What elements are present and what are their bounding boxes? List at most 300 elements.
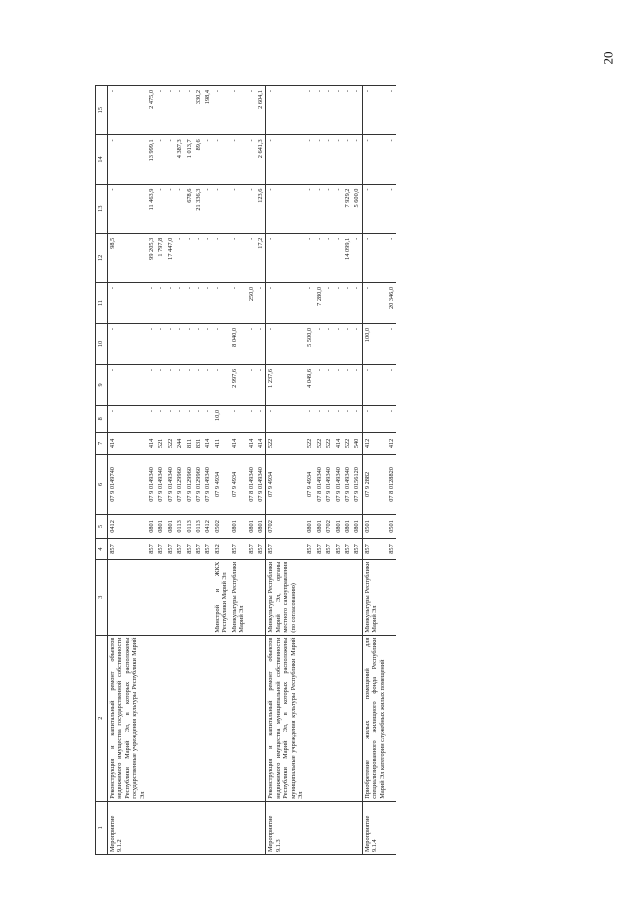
column-header: 11 (96, 282, 108, 323)
table-row (266, 86, 306, 855)
column-header: 14 (96, 135, 108, 184)
table-cell: - (108, 282, 148, 323)
table-cell (343, 801, 352, 854)
table-row (256, 86, 266, 855)
table-cell: - (387, 323, 396, 364)
table-cell: - (203, 233, 212, 282)
table-cell: - (305, 184, 314, 233)
table-cell: Реконструкция и капитальный ремонт объектов недвижимого имущества муниципальной собственности Республики Марий Эл, в которых расположены муниципальные учреждения культуры Республики Марий Эл (266, 635, 306, 801)
table-cell: - (387, 86, 396, 135)
table-cell: 857 (266, 539, 306, 560)
table-cell: Минкультуры Республики Марий Эл (230, 559, 247, 635)
table-cell: - (362, 364, 387, 405)
table-cell: - (185, 405, 194, 432)
table-cell: - (156, 405, 165, 432)
table-cell: - (352, 86, 362, 135)
table-cell: 0801 (352, 514, 362, 539)
table-cell: 100,0 (362, 323, 387, 364)
table-body (108, 86, 397, 855)
column-header: 13 (96, 184, 108, 233)
program-table (95, 85, 396, 855)
table-cell: - (203, 282, 212, 323)
table-cell: - (343, 405, 352, 432)
table-cell (247, 801, 256, 854)
table-cell (352, 635, 362, 801)
table-cell: - (203, 135, 212, 184)
table-cell: - (256, 364, 266, 405)
table-cell: 99 205,3 (147, 233, 156, 282)
table-cell: - (175, 184, 184, 233)
table-cell: - (247, 184, 256, 233)
table-cell: 414 (256, 432, 266, 455)
table-cell: - (334, 323, 343, 364)
column-header: 4 (96, 539, 108, 560)
table-cell: 857 (203, 539, 212, 560)
table-cell (166, 559, 175, 635)
program-table-sheet (95, 85, 525, 855)
table-cell (213, 635, 230, 801)
table-cell: - (185, 364, 194, 405)
table-cell: - (156, 323, 165, 364)
table-cell (247, 559, 256, 635)
column-header: 7 (96, 432, 108, 455)
table-cell: 0113 (185, 514, 194, 539)
table-cell: - (175, 323, 184, 364)
table-cell: - (315, 323, 324, 364)
table-cell: 0113 (194, 514, 203, 539)
table-cell: - (305, 405, 314, 432)
table-cell (230, 801, 247, 854)
table-cell: Мероприятие 9.1.2 (108, 801, 148, 854)
table-cell: - (343, 364, 352, 405)
table-cell (156, 559, 165, 635)
table-cell: 857 (334, 539, 343, 560)
table-cell: - (230, 184, 247, 233)
table-cell (334, 635, 343, 801)
table-cell: - (194, 405, 203, 432)
table-cell: 123,6 (256, 184, 266, 233)
table-cell: 07 9 4934 (213, 455, 230, 514)
table-cell: 0113 (175, 514, 184, 539)
table-cell: - (324, 405, 333, 432)
table-cell: - (362, 86, 387, 135)
table-cell: - (256, 282, 266, 323)
table-cell: 0801 (343, 514, 352, 539)
table-cell (343, 635, 352, 801)
table-cell: - (194, 323, 203, 364)
table-cell: - (185, 282, 194, 323)
table-cell: - (362, 135, 387, 184)
table-row (334, 86, 343, 855)
table-cell: - (230, 282, 247, 323)
table-cell: 522 (343, 432, 352, 455)
table-cell: Минкультуры Республики Марий Эл (362, 559, 387, 635)
table-cell: - (352, 135, 362, 184)
table-cell (147, 801, 156, 854)
table-cell: 4 049,6 (305, 364, 314, 405)
table-cell: - (230, 233, 247, 282)
table-cell (203, 801, 212, 854)
table-cell: 2 604,1 (256, 86, 266, 135)
table-cell: 0801 (305, 514, 314, 539)
table-cell (203, 559, 212, 635)
table-cell (387, 801, 396, 854)
table-cell (305, 635, 314, 801)
table-cell: - (266, 405, 306, 432)
table-cell: 0501 (387, 514, 396, 539)
table-cell: - (166, 323, 175, 364)
table-cell: - (147, 323, 156, 364)
table-cell: 0502 (213, 514, 230, 539)
table-cell: - (185, 86, 194, 135)
table-cell: 857 (194, 539, 203, 560)
table-cell: 1 013,7 (185, 135, 194, 184)
table-cell: 13 999,1 (147, 135, 156, 184)
table-cell (194, 801, 203, 854)
table-row (185, 86, 194, 855)
table-cell (147, 635, 156, 801)
table-cell: - (247, 233, 256, 282)
table-cell: - (387, 405, 396, 432)
table-cell: 5 600,0 (352, 184, 362, 233)
table-cell (166, 635, 175, 801)
table-cell: - (343, 323, 352, 364)
table-cell: 0801 (256, 514, 266, 539)
table-cell: - (108, 323, 148, 364)
table-cell: 0801 (147, 514, 156, 539)
table-cell: 0501 (362, 514, 387, 539)
table-cell (324, 635, 333, 801)
table-cell: 07 9 0149340 (203, 455, 212, 514)
table-cell: - (324, 86, 333, 135)
table-cell (156, 801, 165, 854)
table-cell: 0412 (108, 514, 148, 539)
table-cell: - (343, 135, 352, 184)
table-cell: Приобретение жилых помещений для специализированного жилищного фонда Республики Марий Эл категории служебных жилых помещений (362, 635, 387, 801)
table-cell: - (247, 135, 256, 184)
table-cell: 07 9 0149340 (343, 455, 352, 514)
table-cell: 412 (362, 432, 387, 455)
table-cell: 07 8 0128820 (387, 455, 396, 514)
table-cell: 414 (203, 432, 212, 455)
table-cell (185, 559, 194, 635)
table-row (387, 86, 396, 855)
table-cell: - (334, 184, 343, 233)
table-cell: - (194, 233, 203, 282)
table-cell: - (185, 233, 194, 282)
table-cell: - (324, 323, 333, 364)
table-row (343, 86, 352, 855)
table-cell: - (175, 86, 184, 135)
table-cell: 250,0 (247, 282, 256, 323)
table-cell: - (315, 86, 324, 135)
table-cell: 07 9 0149340 (324, 455, 333, 514)
table-cell: 0801 (247, 514, 256, 539)
table-cell: Мероприятие 9.1.3 (266, 801, 306, 854)
table-cell (343, 559, 352, 635)
table-cell: - (147, 282, 156, 323)
table-cell: 857 (387, 539, 396, 560)
table-cell: - (362, 405, 387, 432)
table-cell: 857 (343, 539, 352, 560)
table-cell (256, 635, 266, 801)
table-cell: - (305, 233, 314, 282)
table-cell: - (266, 86, 306, 135)
table-cell: 0801 (334, 514, 343, 539)
table-cell: - (147, 405, 156, 432)
table-cell: - (166, 282, 175, 323)
table-cell (147, 559, 156, 635)
table-row (147, 86, 156, 855)
column-header: 3 (96, 559, 108, 635)
column-header: 9 (96, 364, 108, 405)
table-cell: - (156, 184, 165, 233)
table-cell: 412 (387, 432, 396, 455)
table-cell (194, 559, 203, 635)
table-cell: 857 (185, 539, 194, 560)
table-cell: 14 099,1 (343, 233, 352, 282)
table-cell: 07 8 0149340 (247, 455, 256, 514)
table-cell: - (387, 184, 396, 233)
table-cell: - (156, 364, 165, 405)
table-cell: Минстрой и ЖКХ Республики Марий Эл (213, 559, 230, 635)
table-cell: - (213, 184, 230, 233)
table-cell (387, 635, 396, 801)
table-cell: 857 (352, 539, 362, 560)
page-number: 20 (600, 51, 616, 65)
table-cell: - (213, 233, 230, 282)
table-cell: 07 8 0149340 (315, 455, 324, 514)
table-cell: - (247, 364, 256, 405)
table-cell: - (324, 233, 333, 282)
table-cell: - (175, 233, 184, 282)
table-row (156, 86, 165, 855)
table-cell: - (334, 364, 343, 405)
table-cell: 17,2 (256, 233, 266, 282)
table-cell: 832 (213, 539, 230, 560)
table-cell: - (175, 282, 184, 323)
table-row (213, 86, 230, 855)
table-cell: - (305, 135, 314, 184)
table-cell: - (156, 86, 165, 135)
table-cell: - (108, 184, 148, 233)
table-cell: - (175, 364, 184, 405)
table-cell: 1 237,6 (266, 364, 306, 405)
table-header-row (96, 86, 108, 855)
table-cell: - (362, 233, 387, 282)
table-cell (247, 635, 256, 801)
table-cell: 522 (266, 432, 306, 455)
table-row (324, 86, 333, 855)
table-cell: 857 (324, 539, 333, 560)
table-cell (315, 559, 324, 635)
table-cell: 857 (147, 539, 156, 560)
table-cell (175, 559, 184, 635)
table-cell: 857 (230, 539, 247, 560)
table-cell: - (334, 135, 343, 184)
table-row (203, 86, 212, 855)
table-cell: 2 475,0 (147, 86, 156, 135)
table-cell: 5 500,0 (305, 323, 314, 364)
table-cell: - (352, 405, 362, 432)
column-header: 2 (96, 635, 108, 801)
table-cell: 07 9 0129960 (175, 455, 184, 514)
table-cell: 89,6 (194, 135, 203, 184)
table-cell (352, 801, 362, 854)
table-cell (387, 559, 396, 635)
table-cell: - (194, 364, 203, 405)
table-cell: - (203, 405, 212, 432)
table-cell: 857 (175, 539, 184, 560)
table-cell: - (266, 323, 306, 364)
table-cell: 857 (156, 539, 165, 560)
table-cell: 522 (305, 432, 314, 455)
table-cell: - (315, 184, 324, 233)
table-cell: - (213, 323, 230, 364)
table-cell: 0412 (203, 514, 212, 539)
table-cell: - (324, 364, 333, 405)
table-row (175, 86, 184, 855)
table-cell: 857 (362, 539, 387, 560)
table-cell: 07 9 4934 (266, 455, 306, 514)
table-cell: 17 447,0 (166, 233, 175, 282)
table-cell: 831 (194, 432, 203, 455)
table-cell: 20 346,0 (387, 282, 396, 323)
table-cell: 414 (247, 432, 256, 455)
table-cell: 0801 (230, 514, 247, 539)
table-cell (315, 635, 324, 801)
table-cell: - (324, 135, 333, 184)
table-cell: - (175, 405, 184, 432)
table-cell: 857 (315, 539, 324, 560)
table-cell: 414 (230, 432, 247, 455)
table-cell: 98,5 (108, 233, 148, 282)
table-cell: 7 929,2 (343, 184, 352, 233)
table-cell: 811 (185, 432, 194, 455)
table-cell (185, 801, 194, 854)
table-row (315, 86, 324, 855)
table-cell (315, 801, 324, 854)
column-header: 10 (96, 323, 108, 364)
table-cell: - (166, 405, 175, 432)
table-cell: 07 9 0149340 (256, 455, 266, 514)
table-cell (305, 801, 314, 854)
table-cell: - (315, 135, 324, 184)
table-cell: 857 (256, 539, 266, 560)
table-cell: 522 (166, 432, 175, 455)
table-cell (334, 559, 343, 635)
table-cell: - (108, 86, 148, 135)
table-cell: - (352, 233, 362, 282)
table-row (247, 86, 256, 855)
table-cell: - (315, 364, 324, 405)
table-cell: 411 (213, 432, 230, 455)
table-cell: 07 9 2882 (362, 455, 387, 514)
table-cell: - (166, 184, 175, 233)
table-cell: 11 463,9 (147, 184, 156, 233)
table-cell: 522 (315, 432, 324, 455)
table-cell: 8 040,0 (230, 323, 247, 364)
table-cell: 07 9 4934 (230, 455, 247, 514)
table-cell: - (334, 282, 343, 323)
table-cell: 678,6 (185, 184, 194, 233)
table-cell: - (387, 364, 396, 405)
table-cell: 10,0 (213, 405, 230, 432)
table-cell (185, 635, 194, 801)
table-cell: - (247, 323, 256, 364)
table-cell (256, 801, 266, 854)
table-cell: 21 336,3 (194, 184, 203, 233)
table-cell: - (203, 184, 212, 233)
table-cell: - (266, 233, 306, 282)
table-cell: 0702 (324, 514, 333, 539)
table-cell: 4 387,3 (175, 135, 184, 184)
table-cell: - (387, 135, 396, 184)
table-cell: - (203, 323, 212, 364)
table-cell: - (324, 184, 333, 233)
table-cell: 07 9 0156120 (352, 455, 362, 514)
table-cell: - (185, 323, 194, 364)
table-cell: - (203, 364, 212, 405)
table-cell: - (362, 282, 387, 323)
table-cell: - (166, 135, 175, 184)
table-row (108, 86, 148, 855)
table-cell: 857 (305, 539, 314, 560)
table-cell: - (108, 364, 148, 405)
table-cell (203, 635, 212, 801)
table-cell: - (315, 233, 324, 282)
table-cell: - (213, 364, 230, 405)
table-cell: - (147, 364, 156, 405)
table-cell (213, 801, 230, 854)
table-cell: 2 997,6 (230, 364, 247, 405)
table-cell: - (156, 135, 165, 184)
table-cell: 07 9 0149340 (334, 455, 343, 514)
table-cell: 522 (324, 432, 333, 455)
table-cell: - (352, 282, 362, 323)
table-cell: Минкультуры Республики Марий Эл, органы местного самоуправления (по согласованию) (266, 559, 306, 635)
table-cell: - (324, 282, 333, 323)
table-cell: 857 (247, 539, 256, 560)
table-cell: - (266, 282, 306, 323)
table-cell: 07 9 0149340 (156, 455, 165, 514)
table-cell (194, 635, 203, 801)
table-cell (324, 559, 333, 635)
column-header: 6 (96, 455, 108, 514)
table-cell: - (194, 282, 203, 323)
column-header: 5 (96, 514, 108, 539)
table-cell: 0801 (166, 514, 175, 539)
table-cell: 0801 (315, 514, 324, 539)
table-cell: - (305, 282, 314, 323)
table-cell: 0801 (156, 514, 165, 539)
table-cell (256, 559, 266, 635)
table-cell: - (315, 405, 324, 432)
table-cell: 7 280,0 (315, 282, 324, 323)
table-cell: 07 9 0149340 (166, 455, 175, 514)
table-cell: - (256, 323, 266, 364)
table-cell: 07 9 0129960 (185, 455, 194, 514)
table-cell: - (230, 405, 247, 432)
table-cell: 857 (166, 539, 175, 560)
table-cell: 330,2 (194, 86, 203, 135)
table-cell (175, 801, 184, 854)
table-cell (334, 801, 343, 854)
table-cell: - (256, 405, 266, 432)
table-row (166, 86, 175, 855)
table-cell (175, 635, 184, 801)
table-cell: - (334, 405, 343, 432)
